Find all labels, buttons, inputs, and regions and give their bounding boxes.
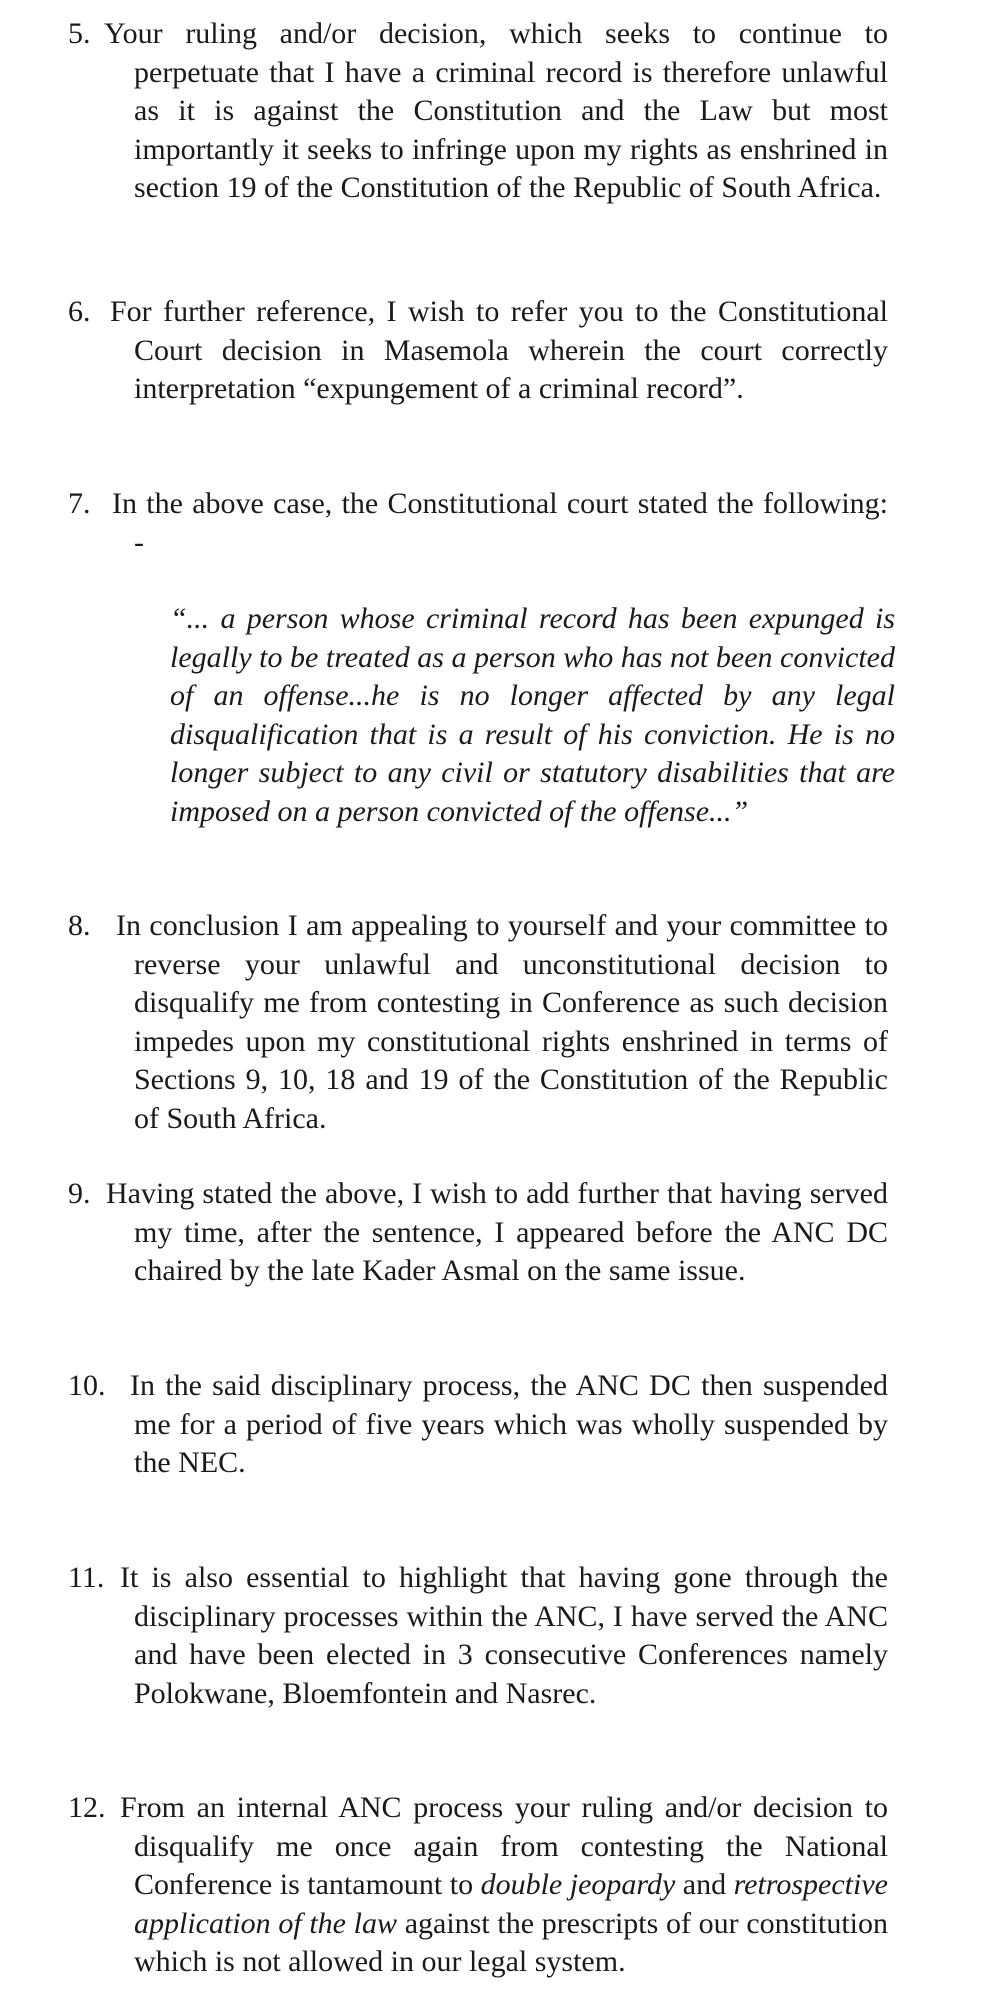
list-item bbox=[68, 1175, 888, 1291]
item-text-after: against the prescripts of our constitution which is not allowed in our legal system. bbox=[134, 1906, 888, 1978]
item-number: 10. bbox=[68, 1369, 106, 1402]
item-number: 6. bbox=[68, 295, 91, 328]
paragraph-12 bbox=[68, 1789, 888, 1982]
paragraph-5 bbox=[68, 15, 888, 208]
item-text: In the above case, the Constitutional court stated the following: - bbox=[112, 487, 888, 559]
block-quote: “... a person whose criminal record has been expunged is legally to be treated as a person who has not been convicted of an offense...he is no longer affected by any legal disqualification that is a result of his conviction. He is no longer subject to any civil or statutory disabilities that are imposed on a person convicted of the offense...” bbox=[170, 602, 895, 828]
list-item bbox=[68, 15, 888, 208]
paragraph-10 bbox=[68, 1367, 888, 1483]
paragraph-6 bbox=[68, 293, 888, 409]
paragraph-11 bbox=[68, 1559, 888, 1713]
item-number: 7. bbox=[68, 487, 91, 520]
list-item bbox=[68, 485, 888, 562]
item-text: Having stated the above, I wish to add further that having served my time, after the sentence, I appeared before the ANC DC chaired by the late Kader Asmal on the same issue. bbox=[106, 1177, 888, 1287]
list-item bbox=[68, 1789, 888, 1982]
italic-phrase: double jeopardy bbox=[480, 1868, 676, 1901]
item-number: 8. bbox=[68, 909, 91, 942]
item-number: 12. bbox=[68, 1791, 106, 1824]
item-text: In the said disciplinary process, the ANC DC then suspended me for a period of five years which was wholly suspended by the NEC. bbox=[130, 1369, 888, 1479]
item-text: Your ruling and/or decision, which seeks to continue to perpetuate that I have a criminal record is therefore unlawful as it is against the Constitution and the Law but most importantly it seeks to infringe upon my rights as enshrined in section 19 of the Constitution of the Republic of South Africa. bbox=[104, 17, 888, 204]
item-text: In conclusion I am appealing to yourself and your committee to reverse your unlawful and unconstitutional decision to disqualify me from contesting in Conference as such decision impedes upon my constitutional rights enshrined in terms of Sections 9, 10, 18 and 19 of the Constitution of the Republic of South Africa. bbox=[116, 909, 888, 1135]
item-text-before: From an internal ANC process your ruling and/or decision to disqualify me once again from contesting the National Conference is tantamount to bbox=[120, 1791, 888, 1901]
item-number: 5. bbox=[68, 17, 91, 50]
paragraph-7 bbox=[68, 485, 888, 562]
list-item bbox=[68, 907, 888, 1138]
item-text-middle: and bbox=[675, 1868, 734, 1901]
list-item bbox=[68, 1559, 888, 1713]
item-number: 11. bbox=[68, 1561, 105, 1594]
paragraph-8 bbox=[68, 907, 888, 1138]
item-number: 9. bbox=[68, 1177, 91, 1210]
list-item bbox=[68, 293, 888, 409]
item-text: It is also essential to highlight that having gone through the disciplinary processes within the ANC, I have served the ANC and have been elected in 3 consecutive Conferences namely Polokwane, Bloemfontein and Nasrec. bbox=[120, 1561, 888, 1710]
item-text: For further reference, I wish to refer you to the Constitutional Court decision in Masemola wherein the court correctly interpretation “expungement of a criminal record”. bbox=[110, 295, 888, 405]
list-item bbox=[68, 1367, 888, 1483]
italic-phrase: retrospective application of the law bbox=[134, 1868, 888, 1940]
paragraph-9 bbox=[68, 1175, 888, 1291]
